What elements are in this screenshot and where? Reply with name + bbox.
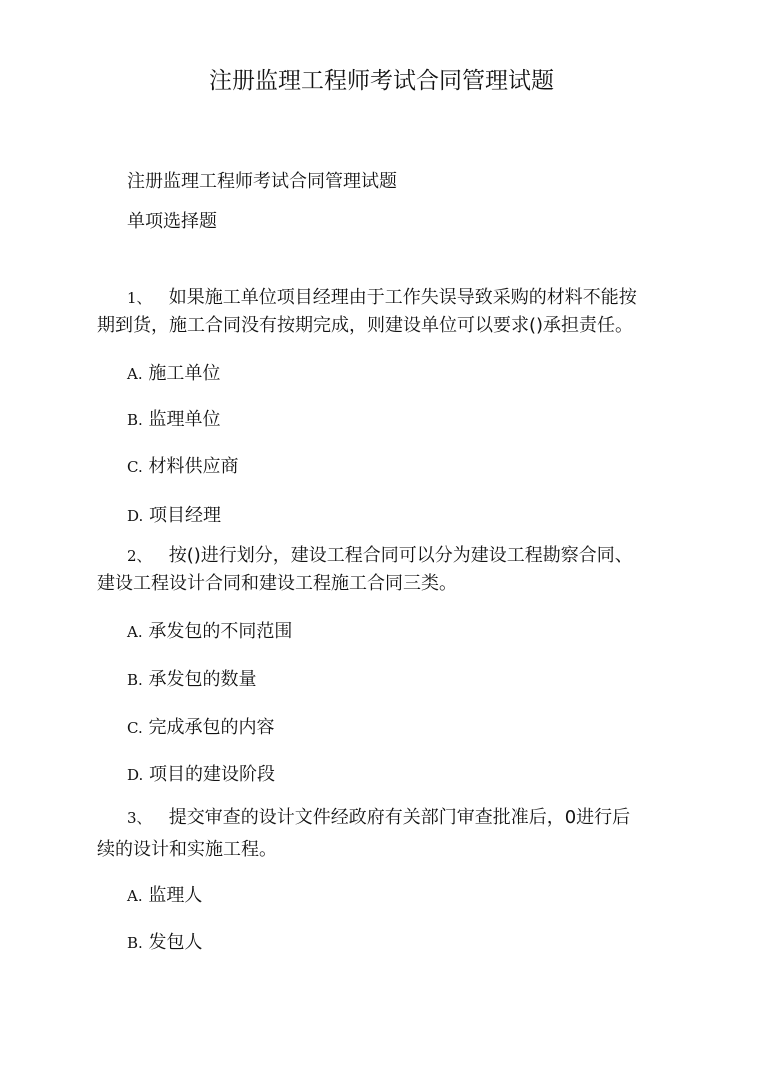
option-key: D. <box>127 507 144 525</box>
option-key: A. <box>127 623 143 641</box>
option-text: 项目经理 <box>149 505 221 526</box>
question-1-line-2: 期到货，施工合同没有按期完成，则建设单位可以要求()承担责任。 <box>97 315 634 336</box>
document-subtitle: 注册监理工程师考试合同管理试题 <box>127 171 397 192</box>
option-text: 监理单位 <box>148 409 221 430</box>
option-key: D. <box>127 766 144 784</box>
option-3b <box>127 931 203 955</box>
option-text: 施工单位 <box>148 363 221 384</box>
question-number: 3、 <box>127 809 152 827</box>
question-number: 2、 <box>127 547 152 565</box>
option-text: 完成承包的内容 <box>148 717 275 738</box>
question-text: 按()进行划分，建设工程合同可以分为建设工程勘察合同、 <box>168 545 633 566</box>
option-1b <box>127 408 221 432</box>
option-key: C. <box>127 719 143 737</box>
option-2d <box>127 763 275 787</box>
option-text: 材料供应商 <box>148 456 239 477</box>
document-title: 注册监理工程师考试合同管理试题 <box>209 68 554 94</box>
question-text: 如果施工单位项目经理由于工作失误导致采购的材料不能按 <box>168 287 637 308</box>
option-2a <box>127 620 292 644</box>
option-text: 发包人 <box>148 932 203 953</box>
question-3-line-2: 续的设计和实施工程。 <box>97 839 277 860</box>
question-1-line-1 <box>127 286 637 310</box>
option-text: 监理人 <box>148 885 203 906</box>
question-3-line-1 <box>127 806 630 830</box>
option-key: A. <box>127 365 143 383</box>
option-1c <box>127 455 238 479</box>
option-key: C. <box>127 458 143 476</box>
question-2-line-2: 建设工程设计合同和建设工程施工合同三类。 <box>97 573 457 594</box>
option-text: 承发包的数量 <box>148 669 257 690</box>
section-heading: 单项选择题 <box>127 211 217 232</box>
question-text: 提交审查的设计文件经政府有关部门审查批准后，0进行后 <box>168 807 631 828</box>
option-key: B. <box>127 934 143 952</box>
option-text: 项目的建设阶段 <box>149 764 275 785</box>
option-key: B. <box>127 671 143 689</box>
option-key: B. <box>127 411 143 429</box>
option-1a <box>127 362 220 386</box>
option-1d <box>127 504 221 528</box>
option-2c <box>127 716 274 740</box>
option-key: A. <box>127 887 143 905</box>
question-number: 1、 <box>127 289 152 307</box>
question-2-line-1 <box>127 544 633 568</box>
option-2b <box>127 668 257 692</box>
option-text: 承发包的不同范围 <box>148 621 293 642</box>
option-3a <box>127 884 202 908</box>
